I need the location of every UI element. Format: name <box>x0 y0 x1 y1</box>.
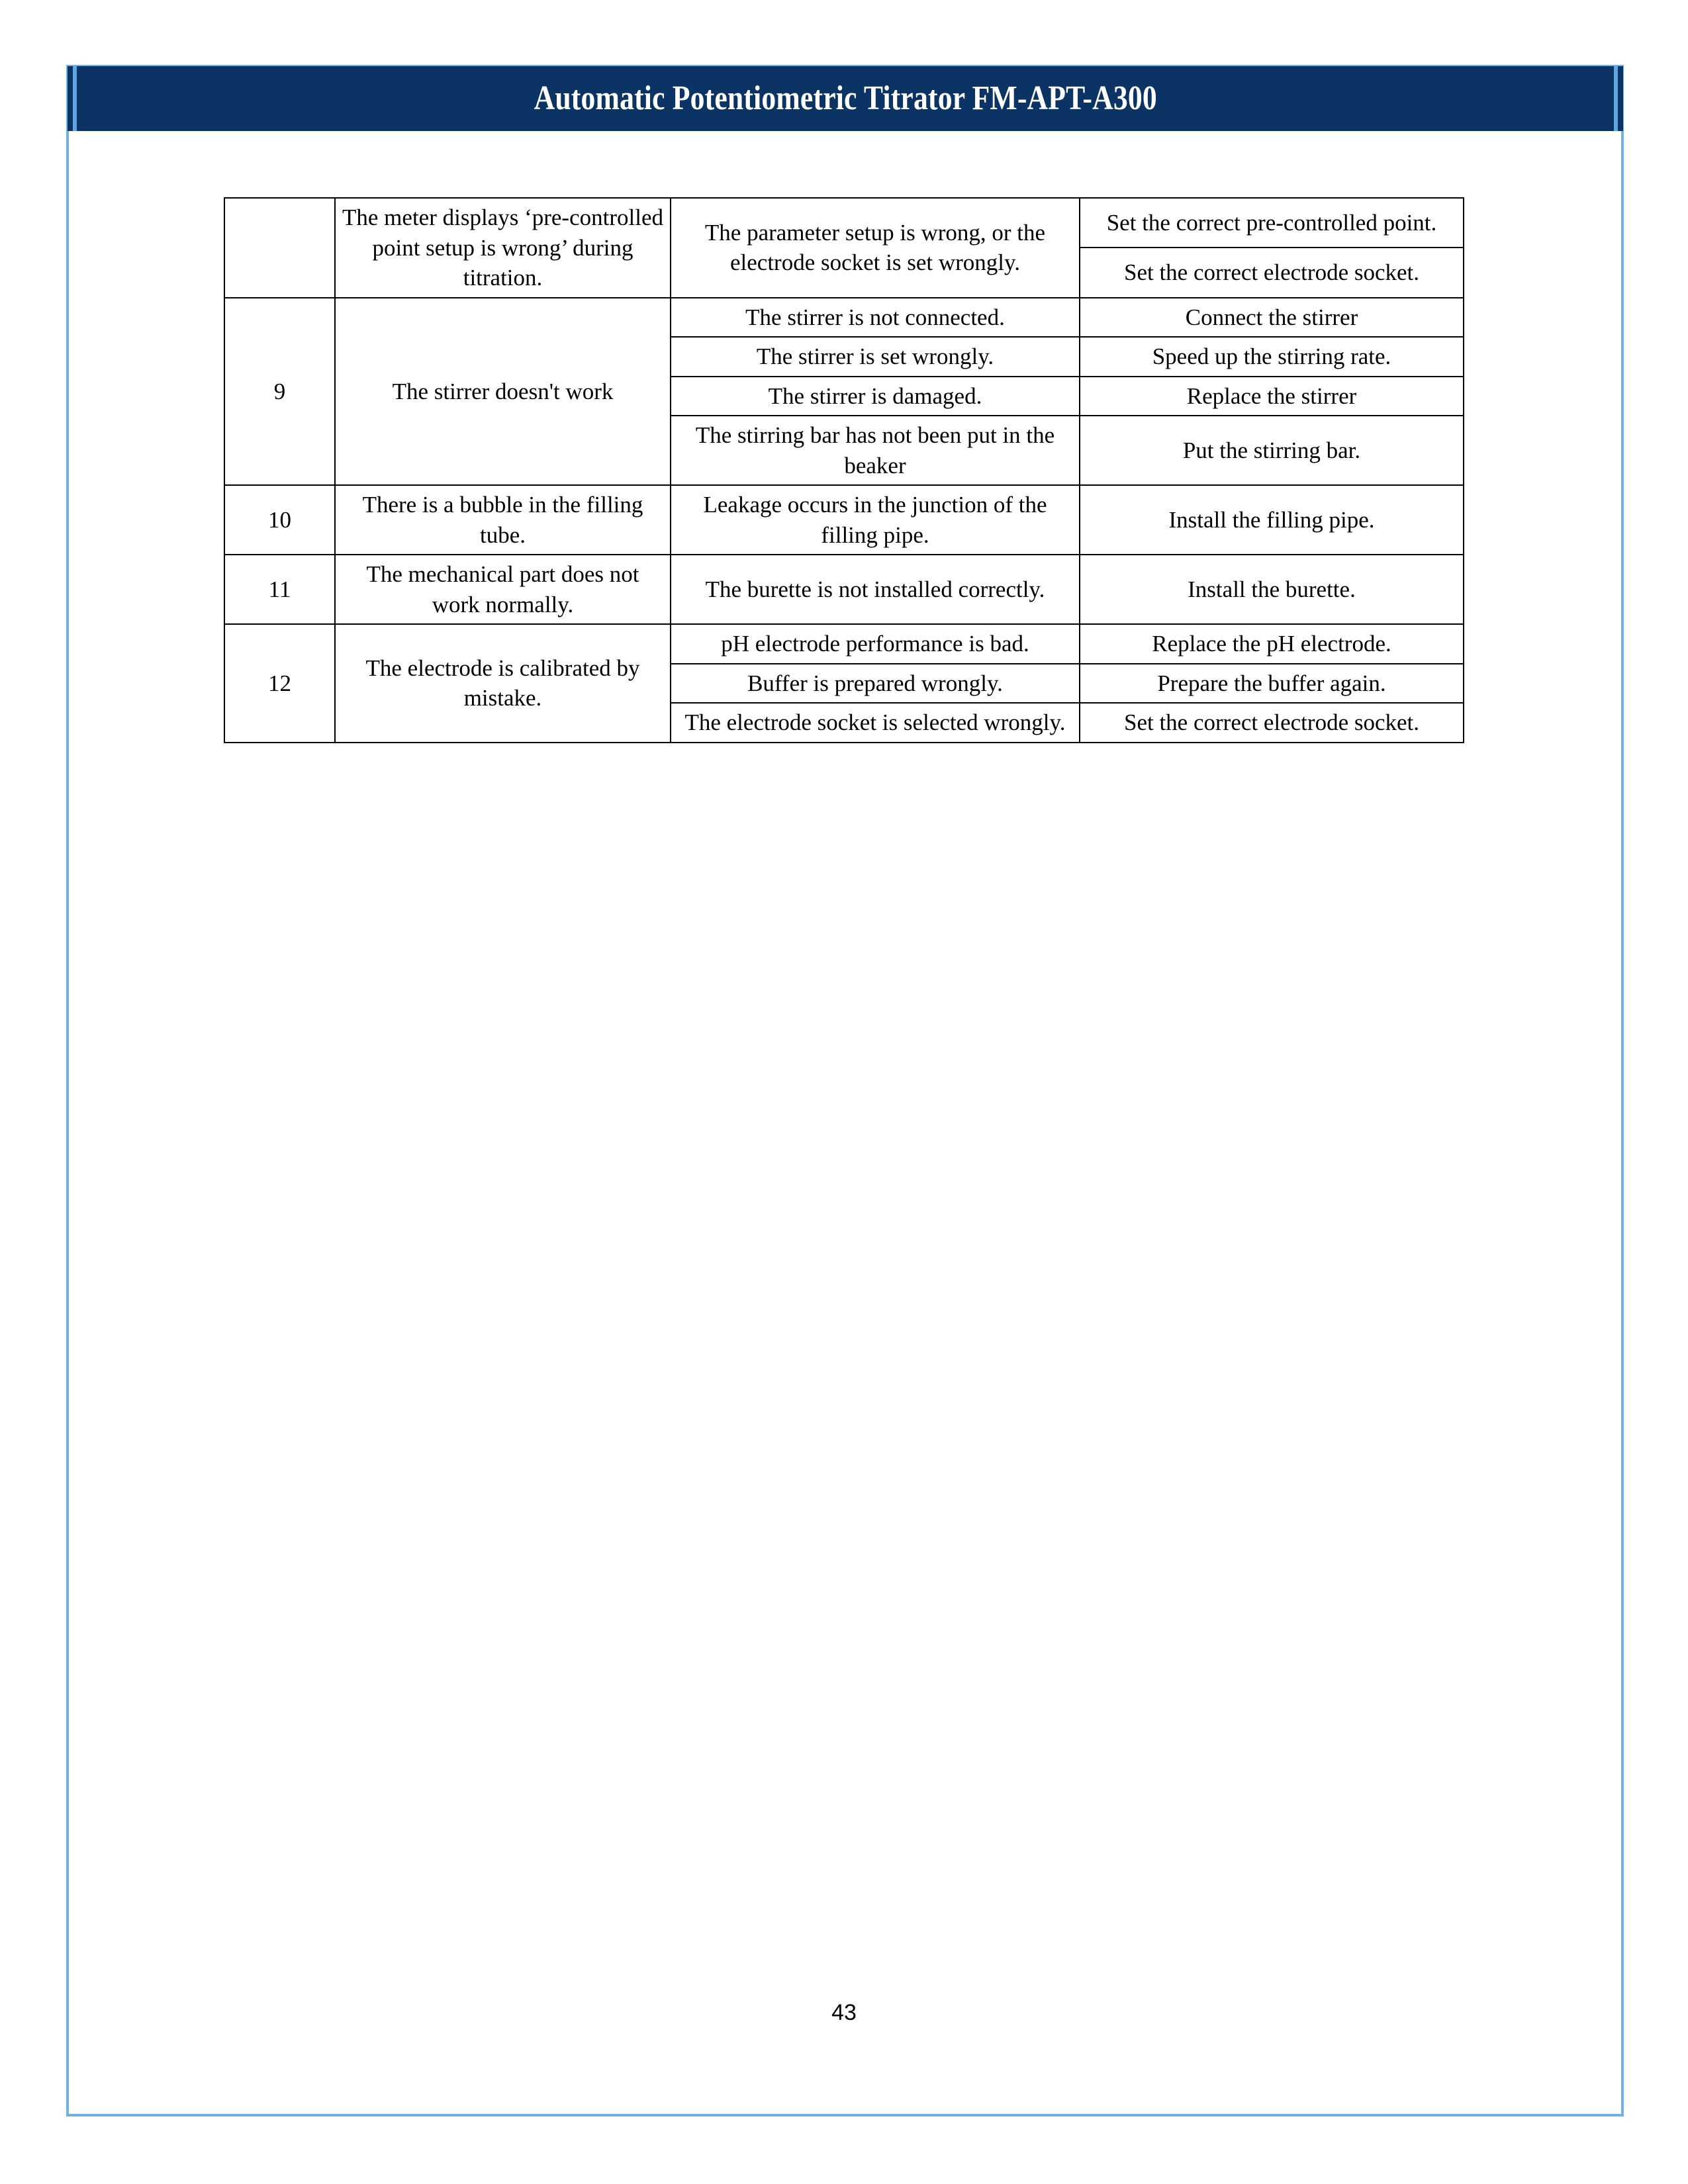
cell-cause: The stirrer is damaged. <box>671 377 1080 416</box>
cell-solution: Install the burette. <box>1080 555 1464 624</box>
cell-solution: Prepare the buffer again. <box>1080 664 1464 704</box>
cell-problem: The stirrer doesn't work <box>335 298 671 486</box>
cell-cause: Buffer is prepared wrongly. <box>671 664 1080 704</box>
cell-solution: Replace the pH electrode. <box>1080 624 1464 664</box>
cell-number: 9 <box>224 298 335 486</box>
cell-problem: The electrode is calibrated by mistake. <box>335 624 671 743</box>
header-accent-left <box>73 66 77 131</box>
cell-cause: Leakage occurs in the junction of the filling pipe. <box>671 485 1080 555</box>
cell-solution: Put the stirring bar. <box>1080 416 1464 485</box>
table-body <box>224 198 1464 743</box>
cell-solution: Connect the stirrer <box>1080 298 1464 338</box>
cell-number: 12 <box>224 624 335 743</box>
cell-solution: Install the filling pipe. <box>1080 485 1464 555</box>
cell-solution: Set the correct electrode socket. <box>1080 703 1464 743</box>
table-row <box>224 198 1464 248</box>
cell-cause: The burette is not installed correctly. <box>671 555 1080 624</box>
cell-solution: Replace the stirrer <box>1080 377 1464 416</box>
troubleshooting-table <box>224 197 1464 743</box>
table-row <box>224 555 1464 624</box>
cell-problem: The meter displays ‘pre-controlled point setup is wrong’ during titration. <box>335 198 671 298</box>
cell-problem: There is a bubble in the filling tube. <box>335 485 671 555</box>
cell-cause: The electrode socket is selected wrongly. <box>671 703 1080 743</box>
table-row <box>224 624 1464 664</box>
cell-solution: Set the correct pre-controlled point. <box>1080 198 1464 248</box>
cell-solution: Set the correct electrode socket. <box>1080 248 1464 297</box>
page-number: 43 <box>831 2000 857 2025</box>
cell-cause: The stirring bar has not been put in the beaker <box>671 416 1080 485</box>
cell-problem: The mechanical part does not work normally. <box>335 555 671 624</box>
table-row <box>224 298 1464 338</box>
cell-solution: Speed up the stirring rate. <box>1080 337 1464 377</box>
cell-number: 10 <box>224 485 335 555</box>
cell-cause: pH electrode performance is bad. <box>671 624 1080 664</box>
cell-cause: The stirrer is not connected. <box>671 298 1080 338</box>
cell-number: 11 <box>224 555 335 624</box>
table-row <box>224 485 1464 555</box>
cell-number <box>224 198 335 298</box>
header-accent-right <box>1614 66 1618 131</box>
cell-cause: The stirrer is set wrongly. <box>671 337 1080 377</box>
cell-cause: The parameter setup is wrong, or the electrode socket is set wrongly. <box>671 198 1080 298</box>
page-title: Automatic Potentiometric Titrator FM-APT-A300 <box>534 79 1157 117</box>
document-header-banner <box>68 66 1623 131</box>
troubleshooting-table-container <box>224 197 1463 743</box>
